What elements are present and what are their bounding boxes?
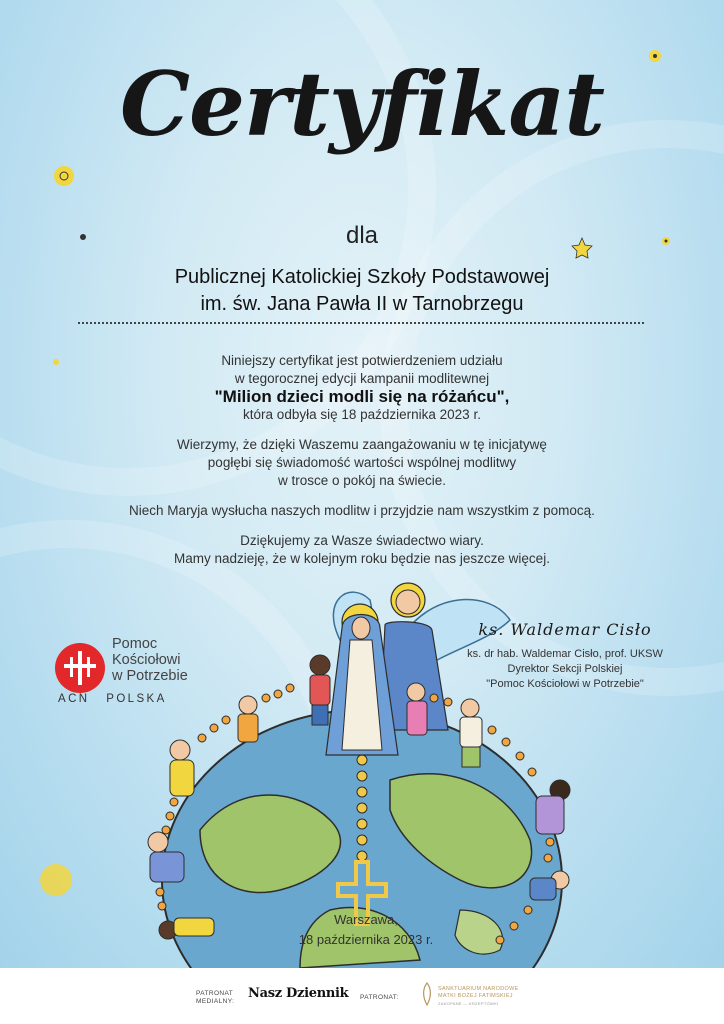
body-line: w trosce o pokój na świecie. <box>277 473 447 488</box>
patron-name-line: SANKTUARIUM NARODOWE <box>438 986 519 992</box>
patron-label: PATRONAT: <box>360 994 399 1001</box>
place-date <box>256 910 476 950</box>
paragraph-belief <box>60 436 664 490</box>
body-line: Niniejszy certyfikat jest potwierdzeniem udziału <box>221 353 503 368</box>
body-line: Wierzymy, że dzięki Waszemu zaangażowaniu w tę inicjatywę <box>177 437 547 452</box>
handwritten-signature: ks. Waldemar Cisło <box>478 620 652 639</box>
signatory-line: Dyrektor Sekcji Polskiej <box>507 663 623 675</box>
child-figure <box>460 699 482 767</box>
body-line: która odbyła się 18 października 2023 r. <box>243 407 481 422</box>
body-line: Dziękujemy za Wasze świadectwo wiary. <box>240 533 484 548</box>
signatory-line: ks. dr hab. Waldemar Cisło, prof. UKSW <box>467 648 663 660</box>
label-line: MEDIALNY: <box>196 998 235 1005</box>
patron-name-line: MATKI BOŻEJ FATIMSKIEJ <box>438 993 513 999</box>
media-patron-name: Nasz Dziennik <box>248 986 349 1001</box>
recipient-line: im. św. Jana Pawła II w Tarnobrzegu <box>200 293 524 315</box>
body-line: w tegorocznej edycji kampanii modlitewnej <box>234 371 490 386</box>
org-name-line: w Potrzebie <box>112 668 188 684</box>
acn-logo <box>54 636 224 716</box>
patron-small: ZAKOPANE — KRZEPTÓWKI <box>438 1001 499 1006</box>
org-sub: ACN POLSKA <box>58 693 167 705</box>
star-icon <box>54 166 74 186</box>
org-name-line: Pomoc <box>112 636 158 652</box>
body-line: Niech Maryja wysłucha naszych modlitw i przyjdzie nam wszystkim z pomocą. <box>129 503 595 518</box>
sanctuary-logo-icon <box>420 982 434 1006</box>
label-line: PATRONAT <box>196 990 234 997</box>
campaign-name: "Milion dzieci modli się na różańcu", <box>214 387 510 406</box>
recipient-name <box>0 264 724 318</box>
for-label: dla <box>345 222 379 249</box>
child-figure <box>170 740 194 796</box>
paragraph-participation <box>60 352 664 424</box>
recipient-line: Publicznej Katolickiej Szkoły Podstawowej <box>174 266 550 288</box>
child-figure <box>238 696 258 742</box>
certificate-body <box>60 352 664 580</box>
date: 18 października 2023 r. <box>298 932 434 947</box>
dotted-divider <box>78 322 644 324</box>
star-icon <box>40 864 72 896</box>
signature-block <box>440 622 690 692</box>
signatory-line: "Pomoc Kościołowi w Potrzebie" <box>486 678 644 690</box>
body-line: pogłębi się świadomość wartości wspólnej modlitwy <box>207 455 517 470</box>
media-patron-label <box>196 990 234 1006</box>
paragraph-thanks <box>60 532 664 568</box>
certificate-title: Certyfikat <box>119 52 605 156</box>
place: Warszawa, <box>334 912 398 927</box>
child-figure <box>159 918 214 939</box>
patron-name <box>438 986 519 1007</box>
cross-logo-icon <box>54 642 106 694</box>
org-name-line: Kościołowi <box>112 652 181 668</box>
paragraph-prayer <box>60 502 664 520</box>
child-figure <box>407 683 427 735</box>
child-figure <box>536 780 570 834</box>
body-line: Mamy nadzieję, że w kolejnym roku będzie nas jeszcze więcej. <box>174 551 550 566</box>
org-name <box>112 636 232 684</box>
footer-bar <box>0 968 724 1024</box>
star-icon <box>53 359 59 365</box>
child-figure <box>310 655 330 725</box>
